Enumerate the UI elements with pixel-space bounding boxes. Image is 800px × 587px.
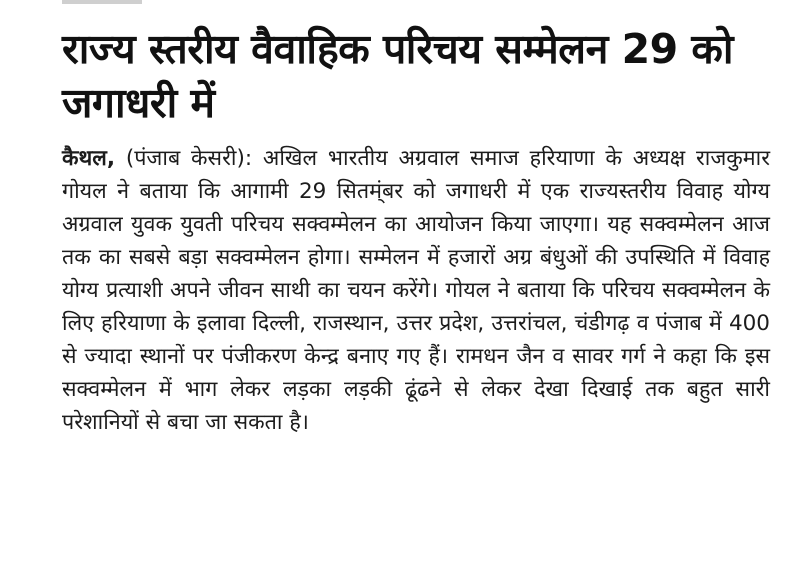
dateline-place: कैथल, <box>62 146 115 171</box>
article-body-text: अखिल भारतीय अग्रवाल समाज हरियाणा के अध्यक्ष राजकुमार गोयल ने बताया कि आगामी 29 सितम्ंबर को जगाधरी में एक राज्यस्तरीय विवाह योग्य अग्रवाल युवक युवती परिचय सक्वम्मेलन का आयोजन किया जाएगा। यह सक्वम्मेलन आज तक का सबसे बड़ा सक्वम्मेलन होगा। सम्मेलन में हजारों अग्र बंधुओं की उपस्थिति में विवाह योग्य प्रत्याशी अपने जीवन साथी का चयन करेंगे। गोयल ने बताया कि परिचय सक्वम्मेलन के लिए हरियाणा के इलावा दिल्ली, राजस्थान, उत्तर प्रदेश, उत्तरांचल, चंडीगढ़ व पंजाब में 400 से ज्यादा स्थानों पर पंजीकरण केन्द्र बनाए गए हैं। रामधन जैन व सावर गर्ग ने कहा कि इस सक्वम्मेलन में भाग लेकर लड़का लड़की ढूंढने से लेकर देखा दिखाई तक बहुत सारी परेशानियों से बचा जा सकता है। <box>62 146 771 435</box>
article-body <box>62 142 770 439</box>
top-divider <box>62 0 142 4</box>
article-headline: राज्य स्तरीय वैवाहिक परिचय सम्मेलन 29 को जगाधरी में <box>62 25 734 127</box>
dateline-source: (पंजाब केसरी): <box>125 146 253 171</box>
